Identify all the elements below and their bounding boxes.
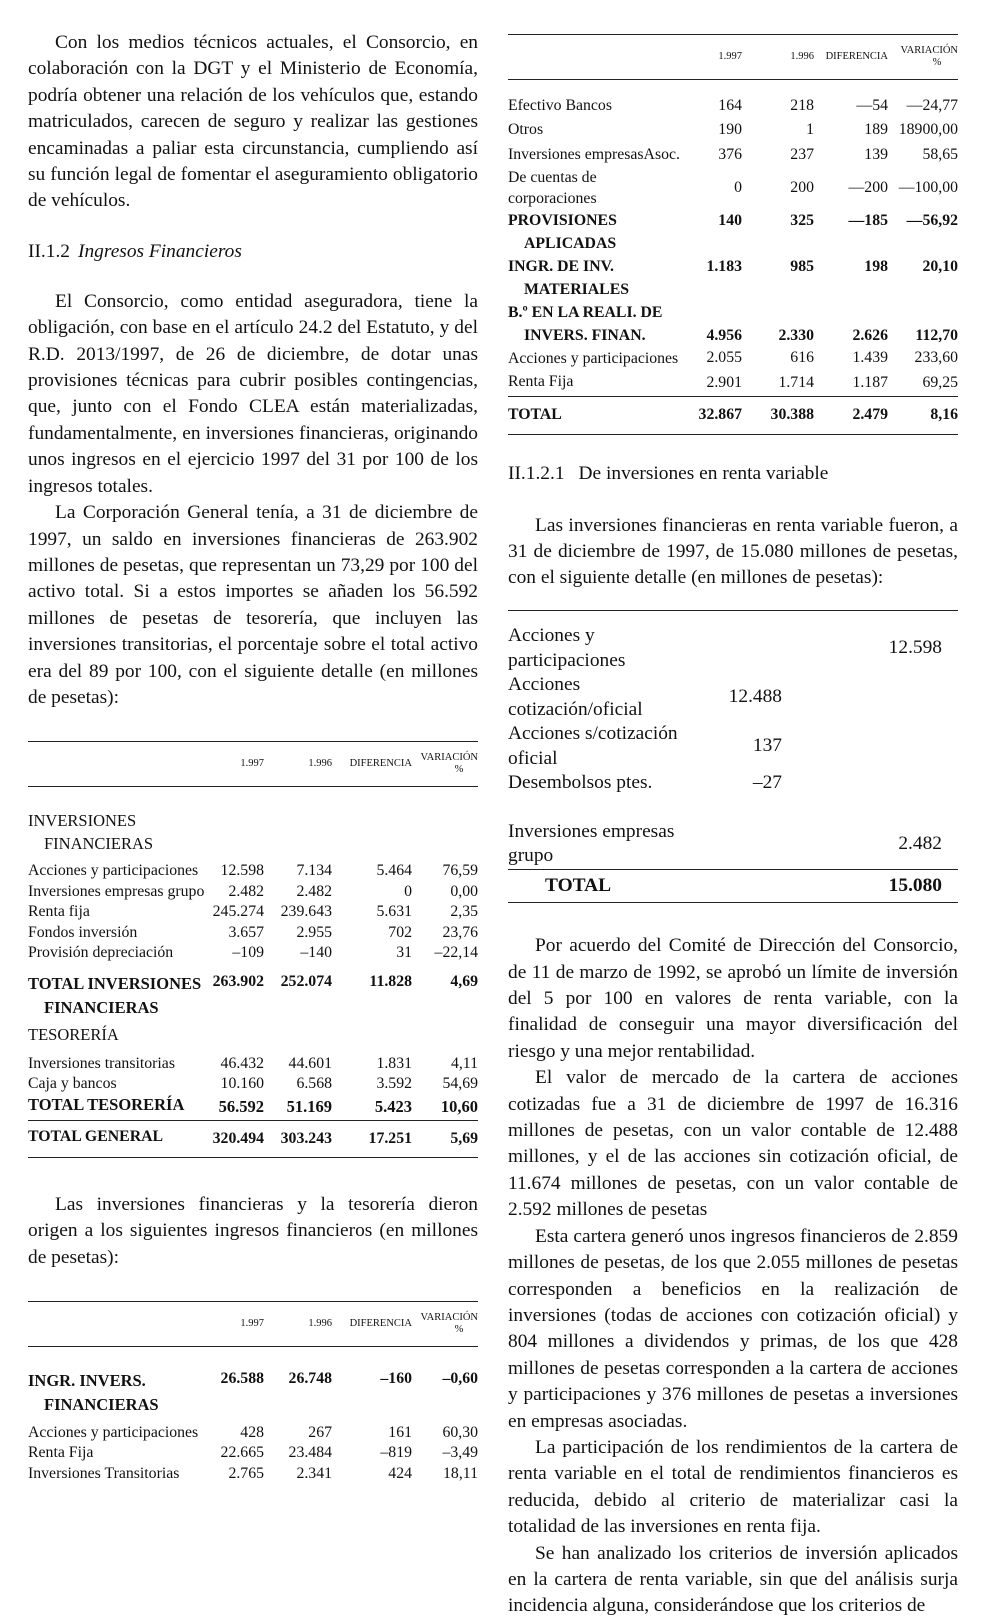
table-row: Renta Fija 2.901 1.714 1.187 69,25 <box>508 370 958 397</box>
header-diferencia: DIFERENCIA <box>814 35 888 80</box>
total-row: TOTAL 15.080 <box>508 869 958 903</box>
header-variacion: VARIACIÓN % <box>888 35 958 80</box>
table-renta-variable <box>508 610 958 904</box>
header-variacion: VARIACIÓN % <box>412 742 478 787</box>
total-general-row: TOTAL GENERAL 320.494 303.243 17.251 5,69 <box>28 1121 478 1158</box>
paragraph-participacion: La participación de los rendimientos de la cartera de renta variable en el total de rendimientos financieros es reducida, debido al criterio de materializar casi la totalidad de las inversiones en renta fija. <box>508 1436 958 1538</box>
paragraph-acuerdo: Por acuerdo del Comité de Dirección del Consorcio, de 11 de marzo de 1992, se aprobó un límite de inversión del 5 por 100 en valores de renta variable, con la finalidad de conseguir una mayor diversificación del riesgo y una mejor rentabilidad. <box>508 935 958 1062</box>
paragraph-intro: Con los medios técnicos actuales, el Consorcio, en colaboración con la DGT y el Ministerio de Economía, podría obtener una relación de los vehículos que, estando matriculados, carecen de seguro y realizar las gestiones encaminadas a paliar esta circunstancia, cumpliendo así su función legal de fomentar el aseguramiento obligatorio de vehículos. <box>28 32 478 212</box>
header-1996: 1.996 <box>742 35 814 80</box>
paragraph-ingresos: Las inversiones financieras y la tesorería dieron origen a los siguientes ingresos financieros (en millones de pesetas): <box>28 1193 478 1268</box>
table-header <box>28 742 478 787</box>
section-heading-ingresos <box>28 239 478 265</box>
paragraph-consorcio: El Consorcio, como entidad aseguradora, tiene la obligación, con base en el artículo 24.2 del Estatuto, y del R.D. 2013/1997, de 26 de diciembre, de dotar unas provisiones técnicas para cubrir posibles contingencias, que, junto con el Fondo CLEA están materializadas, fundamentalmente, en inversiones financieras, originando unos ingresos en el ejercicio 1997 del 31 por 100 de los ingresos totales. <box>28 290 478 497</box>
total-tesoreria-row: TOTAL TESORERÍA 56.592 51.169 5.423 10,60 <box>28 1095 478 1121</box>
header-diferencia: DIFERENCIA <box>332 1302 412 1347</box>
table-row: Fondos inversión 3.657 2.955 702 23,76 <box>28 923 478 941</box>
table-row: Renta Fija 22.665 23.484 –819 –3,49 <box>28 1444 478 1462</box>
section-label: INVERSIONES FINANCIERAS <box>28 811 154 854</box>
provisiones-row: PROVISIONES APLICADAS 140 325 —185 —56,92 <box>508 212 958 252</box>
table-row: Acciones s/cotización oficial 137 <box>508 723 782 769</box>
table-header <box>508 35 958 80</box>
table-row: De cuentas de corporaciones 0 200 —200 —100,00 <box>508 169 958 207</box>
ingr-materiales-row: INGR. DE INV. MATERIALES 1.183 985 198 20,10 <box>508 258 958 298</box>
table-row: Acciones y participaciones 2.055 616 1.439 233,60 <box>508 349 958 367</box>
heading-title: Ingresos Financieros <box>78 240 242 262</box>
header-1997: 1.997 <box>206 742 264 787</box>
table-header <box>28 1302 478 1347</box>
table-row: Acciones y participaciones 428 267 161 60,30 <box>28 1423 478 1441</box>
section-heading-renta-variable <box>508 461 958 487</box>
table-row: Acciones cotización/oficial 12.488 <box>508 674 782 720</box>
paragraph-valor-mercado: El valor de mercado de la cartera de acciones cotizadas fue a 31 de diciembre de 1997 de 16.316 millones de pesetas, con un valor contable de 12.488 millones, y el de las acciones sin cotización oficial, de 11.674 millones de pesetas, con un valor contable de 2.592 millones de pesetas <box>508 1067 958 1221</box>
total-row: TOTAL 32.867 30.388 2.479 8,16 <box>508 397 958 435</box>
header-1996: 1.996 <box>264 1302 332 1347</box>
header-1996: 1.996 <box>264 742 332 787</box>
heading-number: II.1.2 <box>28 240 71 262</box>
table-row: Provisión depreciación –109 –140 31 –22,14 <box>28 944 478 962</box>
table-row: Inversiones empresas grupo 2.482 2.482 0 0,00 <box>28 882 478 900</box>
section-label: TESORERÍA <box>28 1024 119 1044</box>
paragraph-corporacion: La Corporación General tenía, a 31 de diciembre de 1997, un saldo en inversiones financieras de 263.902 millones de pesetas, que representan un 73,29 por 100 del activo total. Si a estos importes se añaden los 56.592 millones de pesetas de tesorería, que incluyen las inversiones transitorias, el porcentaje sobre el total activo era del 89 por 100, con el siguiente detalle (en millones de pesetas): <box>28 502 478 708</box>
table-row: Desembolsos ptes. –27 <box>508 772 782 794</box>
table-row: Caja y bancos 10.160 6.568 3.592 54,69 <box>28 1075 478 1093</box>
table-row: Acciones y participaciones 12.598 7.134 5.464 76,59 <box>28 862 478 880</box>
header-diferencia: DIFERENCIA <box>332 742 412 787</box>
table-ingresos-continuacion <box>508 34 958 435</box>
table-row: Otros 190 1 189 18900,00 <box>508 121 958 138</box>
table-row: Inversiones transitorias 46.432 44.601 1.831 4,11 <box>28 1054 478 1072</box>
table-row: Inversiones empresasAsoc. 376 237 139 58,65 <box>508 145 958 163</box>
table-row: Efectivo Bancos 164 218 —54 —24,77 <box>508 96 958 114</box>
ingr-invers-row: INGR. INVERS. FINANCIERAS 26.588 26.748 –160 –0,60 <box>28 1369 478 1414</box>
right-column <box>508 34 958 1620</box>
beneficio-row: B.º EN LA REALI. DE INVERS. FINAN. 4.956 2.330 2.626 112,70 <box>508 304 958 344</box>
table-row: Inversiones Transitorias 2.765 2.341 424 18,11 <box>28 1464 478 1482</box>
table-row: Renta fija 245.274 239.643 5.631 2,35 <box>28 903 478 921</box>
heading-number: II.1.2.1 <box>508 462 565 484</box>
table-ingresos-financieros <box>28 1301 478 1484</box>
total-inversiones-row: TOTAL INVERSIONES FINANCIERAS 263.902 252.074 11.828 4,69 <box>28 972 478 1017</box>
left-column <box>28 30 478 1484</box>
heading-title: De inversiones en renta variable <box>578 462 829 484</box>
table-row: Acciones y participaciones 12.598 <box>508 625 942 671</box>
paragraph-renta-variable: Las inversiones financieras en renta variable fueron, a 31 de diciembre de 1997, de 15.080 millones de pesetas, con el siguiente detalle (en millones de pesetas): <box>508 514 958 589</box>
header-1997: 1.997 <box>688 35 742 80</box>
header-variacion: VARIACIÓN % <box>412 1302 478 1347</box>
header-1997: 1.997 <box>206 1302 264 1347</box>
paragraph-cartera: Esta cartera generó unos ingresos financieros de 2.859 millones de pesetas, de los que 2.055 millones de pesetas corresponden a beneficios en la realización de inversiones (todas de acciones con cotización oficial) y 804 millones a dividendos y primas, de los que 428 millones de pesetas corresponden a la cartera de acciones y participaciones y 376 millones de pesetas a inversiones en empresas asociadas. <box>508 1225 958 1432</box>
paragraph-criterios: Se han analizado los criterios de inversión aplicados en la cartera de renta variable, sin que del análisis surja incidencia alguna, considerándose que los criterios de <box>508 1542 958 1617</box>
table-row: Inversiones empresas grupo 2.482 <box>508 820 942 867</box>
table-inversiones <box>28 741 478 1158</box>
